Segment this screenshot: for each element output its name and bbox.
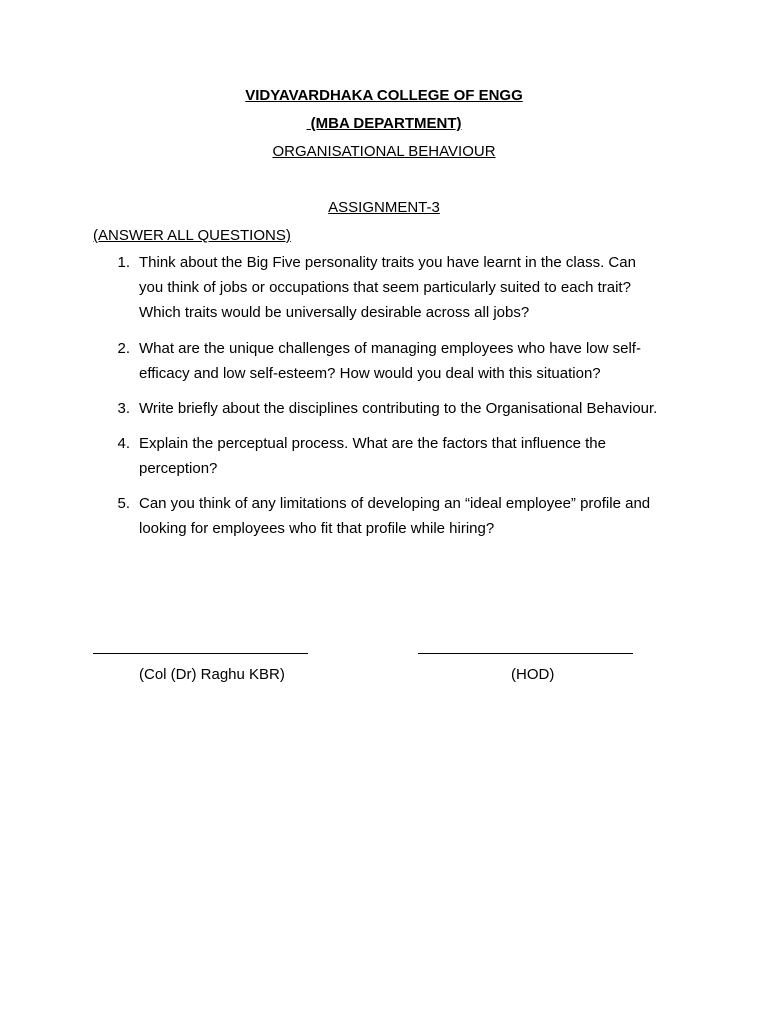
question-number: 1. <box>117 254 130 271</box>
question-line: perception? <box>139 460 218 477</box>
question-number: 4. <box>117 435 130 452</box>
question-number: 5. <box>117 495 130 512</box>
question-text <box>139 431 684 481</box>
assignment-title: ASSIGNMENT-3 <box>328 199 440 216</box>
question-line: Write briefly about the disciplines contributing to the Organisational Behaviour. <box>139 400 658 417</box>
signatory-right: (HOD) <box>511 666 555 683</box>
question-line: What are the unique challenges of managing employees who have low self- <box>139 340 641 357</box>
question-line: efficacy and low self-esteem? How would you deal with this situation? <box>139 365 601 382</box>
instruction-text: (ANSWER ALL QUESTIONS) <box>93 227 291 244</box>
question-line: you think of jobs or occupations that seem particularly suited to each trait? <box>139 279 631 296</box>
question-line: looking for employees who fit that profile while hiring? <box>139 520 495 537</box>
question-text <box>139 491 684 541</box>
signature-line-left <box>93 653 308 654</box>
question-number: 3. <box>117 400 130 417</box>
question-line: Explain the perceptual process. What are the factors that influence the <box>139 435 606 452</box>
signature-line-right <box>418 653 633 654</box>
question-text <box>139 336 684 386</box>
question-number: 2. <box>117 340 130 357</box>
question-text <box>139 250 684 325</box>
college-name: VIDYAVARDHAKA COLLEGE OF ENGG <box>245 87 523 104</box>
subject-title: ORGANISATIONAL BEHAVIOUR <box>272 143 496 160</box>
question-line: Think about the Big Five personality traits you have learnt in the class. Can <box>139 254 636 271</box>
department-name: (MBA DEPARTMENT) <box>306 115 462 132</box>
question-line: Which traits would be universally desirable across all jobs? <box>139 304 530 321</box>
question-text <box>139 396 699 421</box>
signatory-left: (Col (Dr) Raghu KBR) <box>139 666 285 683</box>
question-line: Can you think of any limitations of developing an “ideal employee” profile and <box>139 495 651 512</box>
